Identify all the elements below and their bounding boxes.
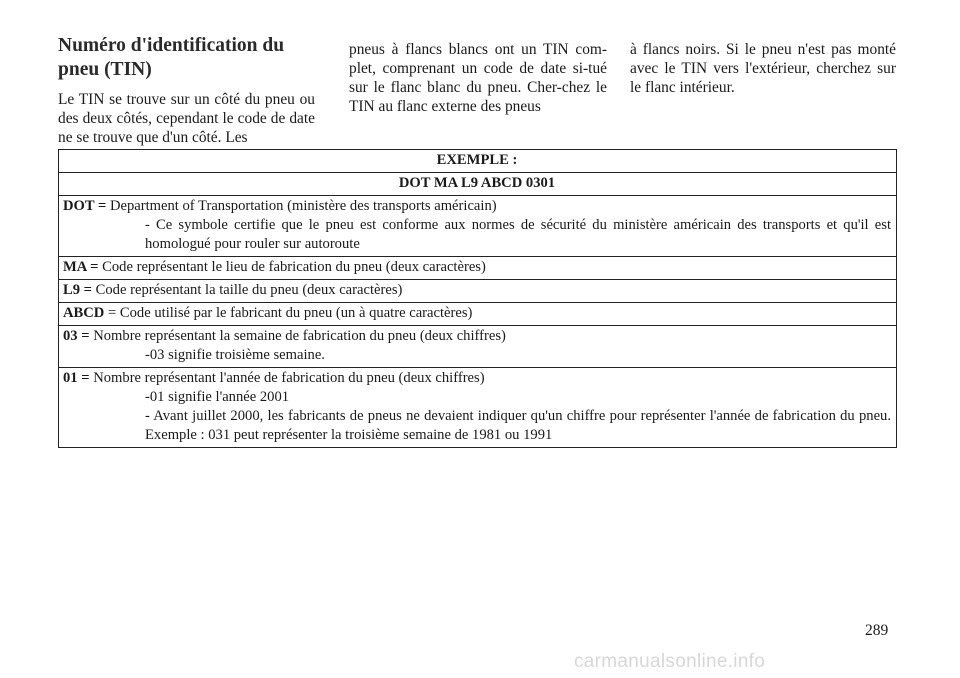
table-cell (59, 326, 897, 368)
body-text-column-2 (349, 40, 607, 116)
table-row (59, 368, 897, 448)
table-row (59, 303, 897, 326)
paragraph: pneus à flancs blancs ont un TIN com-plet, comprenant un code de date si-tué sur le flanc blanc du pneu. Cher-chez le TIN au flanc externe des pneus (349, 41, 607, 115)
definition-line (63, 258, 891, 277)
table-cell (59, 196, 897, 257)
tin-code-description: Code représentant le lieu de fabrication du pneu (deux caractères) (98, 259, 486, 275)
tin-code-label: L9 = (63, 282, 92, 298)
table-row (59, 257, 897, 280)
definition-line (63, 197, 891, 216)
tin-code-description: Nombre représentant l'année de fabrication du pneu (deux chiffres) (89, 370, 485, 386)
sub-note: - Ce symbole certifie que le pneu est conforme aux normes de sécurité du ministère américain des transports et qu'il est homologué pour rouler sur autoroute (145, 217, 891, 252)
table-cell (59, 303, 897, 326)
body-text-column-3 (630, 40, 896, 97)
tin-code-description: = Code utilisé par le fabricant du pneu (un à quatre caractères) (104, 305, 473, 321)
table-header-row (59, 150, 897, 173)
paragraph: Le TIN se trouve sur un côté du pneu ou des deux côtés, cependant le code de date ne se trouve que d'un côté. Les (58, 91, 315, 146)
table-cell (59, 257, 897, 280)
tin-code-label: DOT = (63, 198, 107, 214)
definition-line (63, 304, 891, 323)
tin-code-description: Department of Transportation (ministère des transports américain) (106, 198, 497, 214)
table-example-row (59, 173, 897, 196)
tin-code-label: 01 = (63, 370, 90, 386)
table-cell (59, 368, 897, 448)
tin-code-description: Nombre représentant la semaine de fabrication du pneu (deux chiffres) (89, 328, 506, 344)
tin-code-label: ABCD (63, 305, 105, 321)
tin-example-code: DOT MA L9 ABCD 0301 (59, 173, 897, 196)
tin-code-label: MA = (63, 259, 99, 275)
sub-note: - Avant juillet 2000, les fabricants de pneus ne devaient indiquer qu'un chiffre pour représenter l'année de fabrication du pneu. Exemple : 031 peut représenter la troisième semaine de 1981 ou 1991 (145, 408, 891, 443)
sub-note: -01 signifie l'année 2001 (145, 389, 290, 405)
page-number: 289 (865, 622, 889, 639)
watermark: carmanualsonline.info (574, 651, 766, 672)
table-header: EXEMPLE : (59, 150, 897, 173)
table-row (59, 326, 897, 368)
body-text-column-1 (58, 90, 315, 147)
definition-line (63, 281, 891, 300)
section-title: Numéro d'identification du pneu (TIN) (58, 35, 285, 80)
paragraph: à flancs noirs. Si le pneu n'est pas monté avec le TIN vers l'extérieur, cherchez sur le flanc intérieur. (630, 41, 896, 96)
tin-example-table (58, 149, 897, 448)
tin-code-description: Code représentant la taille du pneu (deux caractères) (92, 282, 403, 298)
definition-line (63, 327, 891, 346)
table-cell (59, 280, 897, 303)
tin-code-label: 03 = (63, 328, 90, 344)
definition-line (63, 369, 891, 388)
table-row (59, 196, 897, 257)
table-row (59, 280, 897, 303)
sub-note: -03 signifie troisième semaine. (145, 347, 325, 363)
